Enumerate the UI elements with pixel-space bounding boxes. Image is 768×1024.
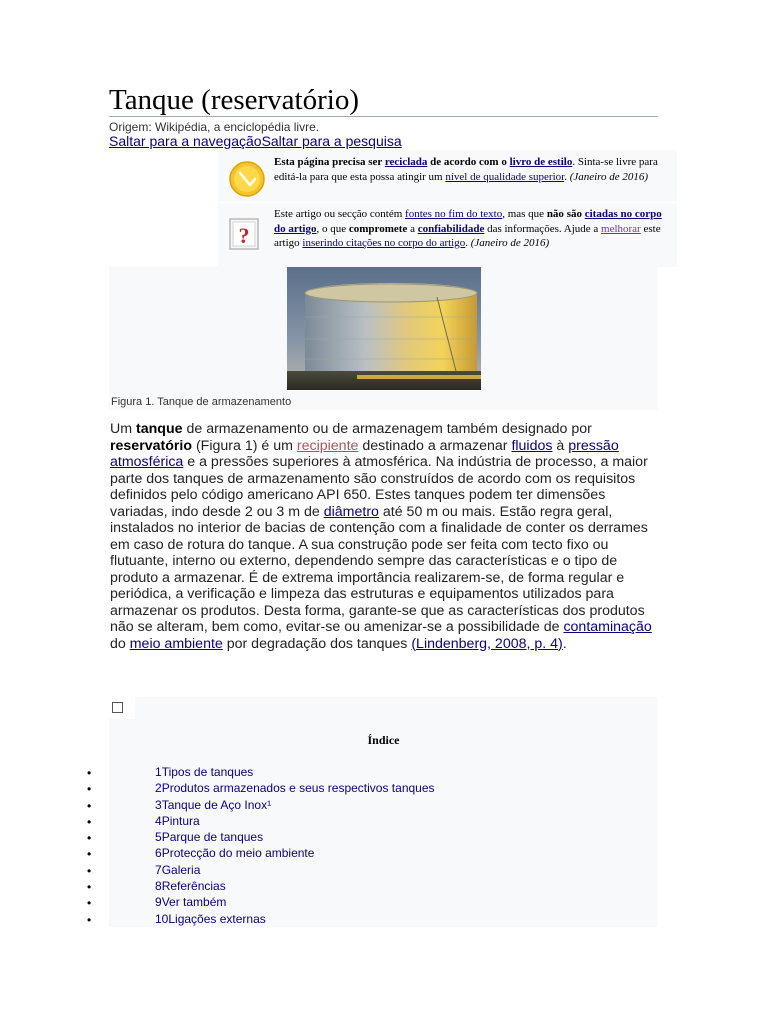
pressao-atmosferica-link[interactable]: pressão atmosférica: [110, 437, 619, 470]
cleanup-text-3: . Sinta-se livre para editá-la para que esta possa atingir um: [274, 156, 658, 183]
toc-bullet: •: [87, 896, 92, 911]
toc-label: Pintura: [161, 813, 200, 828]
insert-citations-link[interactable]: inserindo citações no corpo do artigo: [302, 237, 466, 249]
svg-text:?: ?: [238, 223, 250, 248]
figure-box: [109, 266, 658, 410]
toc-item-link[interactable]: [155, 798, 271, 812]
toc-number: 2: [155, 781, 162, 796]
toc-item-link[interactable]: [155, 912, 266, 926]
toc-toggle-checkbox[interactable]: [112, 702, 123, 713]
toc-number: 10: [155, 911, 169, 926]
term-reservatorio: reservatório: [110, 437, 193, 454]
toc-number: 9: [155, 895, 162, 910]
meio-ambiente-link[interactable]: meio ambiente: [129, 635, 223, 652]
toc-bullet: •: [87, 798, 92, 813]
citation-text-6: a: [407, 222, 418, 235]
toc-label: Protecção do meio ambiente: [161, 846, 315, 861]
toc-label: Ver também: [161, 895, 227, 910]
para-text-4: destinado a armazenar: [358, 437, 512, 454]
toc-number: 6: [155, 846, 162, 861]
reliability-link[interactable]: confiabilidade: [417, 222, 485, 235]
end-sources-link[interactable]: fontes no fim do texto: [405, 208, 503, 220]
toc-bullet: •: [87, 766, 92, 780]
toc-bullet: •: [87, 880, 92, 895]
style-guide-link[interactable]: livro de estilo: [509, 156, 573, 168]
contaminacao-link[interactable]: contaminação: [563, 619, 652, 635]
toc-bullet: •: [87, 831, 92, 846]
intro-paragraph: [110, 421, 658, 652]
term-tanque: tanque: [136, 421, 183, 437]
cleanup-text-4: .: [564, 170, 570, 183]
para-text-5: à: [552, 437, 569, 454]
citation-notice-text: [274, 207, 671, 251]
toc-item-link[interactable]: [155, 781, 435, 795]
para-text-10: .: [562, 635, 567, 652]
citation-text-7: das informações. Ajude a: [484, 222, 602, 235]
toc-bullet: •: [87, 912, 92, 927]
toc-label: Tanque de Aço Inox¹: [161, 797, 272, 812]
question-mark-icon: [228, 217, 262, 258]
toc-bullet: •: [87, 863, 92, 878]
figure-caption: Figura 1. Tanque de armazenamento: [111, 396, 292, 408]
toc-number: 3: [155, 797, 162, 812]
toc-number: 8: [155, 879, 162, 894]
citation-bold-2: são: [566, 208, 582, 220]
toc-item-link[interactable]: [155, 846, 314, 860]
citation-text-8: este artigo: [274, 222, 661, 249]
diametro-link[interactable]: diâmetro: [323, 503, 379, 520]
toc-bullet: •: [87, 814, 92, 829]
toc-number: 4: [155, 813, 162, 828]
jump-to-navigation-link[interactable]: Saltar para a navegação: [109, 133, 262, 149]
citation-notice: [218, 203, 677, 267]
toc-bullet: •: [87, 782, 92, 797]
toc-item-link[interactable]: [155, 814, 200, 828]
jump-links: [109, 133, 402, 149]
citation-text-1: Este artigo ou secção contém: [274, 208, 406, 220]
improve-link[interactable]: melhorar: [601, 222, 641, 235]
citation-bold-3: compromete: [348, 222, 408, 235]
toc-label: Parque de tanques: [161, 830, 264, 845]
lindenberg-citation-link[interactable]: (Lindenberg, 2008, p. 4): [411, 635, 563, 652]
page-title: Tanque (reservatório): [109, 84, 359, 116]
toc-label: Produtos armazenados e seus respectivos tanques: [161, 781, 435, 796]
para-text-2: de armazenamento ou de armazenagem também designado por: [182, 421, 592, 437]
recycled-link[interactable]: reciclada: [384, 156, 428, 168]
cleanup-text-1: Esta página precisa ser: [274, 156, 385, 168]
cleanup-notice: [218, 150, 677, 202]
toc-number: 5: [155, 830, 162, 845]
citation-text-5: , o que: [316, 222, 349, 235]
citation-text-9: .: [465, 237, 471, 249]
toc-item-link[interactable]: [155, 765, 253, 779]
origin-note: Origem: Wikipédia, a enciclopédia livre.: [109, 120, 320, 134]
toc-item-link[interactable]: [155, 895, 226, 909]
toc-item-link[interactable]: [155, 863, 200, 877]
toc-number: 7: [155, 862, 162, 877]
para-text-8: do: [110, 635, 130, 652]
para-text-6: e a pressões superiores à atmosférica. Na indústria de processo, a maior parte dos tanques de armazenamento são construídos de acordo com os requisitos definidos pelo código americano API 650. Estes tanques podem ter dimensões variadas, indo desde 2 ou 3 m de: [110, 454, 648, 520]
storage-tank-photo[interactable]: [287, 267, 481, 390]
toc-bullet: •: [87, 847, 92, 862]
body-citations-link[interactable]: citadas no corpo do artigo: [274, 208, 662, 235]
para-text-9: por degradação dos tanques: [222, 635, 412, 652]
cleanup-notice-text: [274, 155, 671, 184]
toc-label: Referências: [161, 879, 226, 894]
citation-bold-1: não: [546, 208, 564, 220]
toc-label: Tipos de tanques: [161, 765, 254, 779]
recipiente-link[interactable]: recipiente: [296, 437, 359, 454]
toc-label: Galeria: [161, 862, 201, 877]
jump-to-search-link[interactable]: Saltar para a pesquisa: [261, 133, 402, 149]
toc-label: Ligações externas: [168, 911, 266, 926]
title-divider: [109, 116, 658, 117]
para-text-3: (Figura 1) é um: [192, 437, 297, 454]
citation-date: (Janeiro de 2016): [470, 237, 550, 249]
cleanup-text-2: de acordo com o: [427, 156, 510, 168]
toc-item-link[interactable]: [155, 830, 263, 844]
citation-text-2: , mas que: [502, 208, 547, 220]
fluidos-link[interactable]: fluidos: [511, 437, 553, 454]
toc-number: 1: [155, 765, 162, 779]
toc-item-link[interactable]: [155, 879, 226, 893]
para-text-1: Um: [110, 421, 137, 437]
cleanup-date: (Janeiro de 2016): [569, 170, 649, 183]
para-text-7: até 50 m ou mais. Estão regra geral, instalados no interior de bacias de contenção com a finalidade de conter os derrames em caso de rotura do tanque. A sua construção pode ser feita com tecto fixo ou flutuante, interno ou externo, dependendo sempre das características e o tipo de produto a armazenar. É de extrema importância realizarem-se, de forma regular e periódica, a verificação e limpeza das estruturas e equipamentos utilizados para armazenar os produtos. Desta forma, garante-se que as características dos produtos não se alteram, bem como, evitar-se ou amenizar-se a possibilidade de: [110, 503, 648, 635]
quality-level-link[interactable]: nível de qualidade superior: [445, 170, 565, 183]
broom-cleanup-icon: [228, 160, 266, 203]
toc-title: Índice: [367, 733, 400, 747]
